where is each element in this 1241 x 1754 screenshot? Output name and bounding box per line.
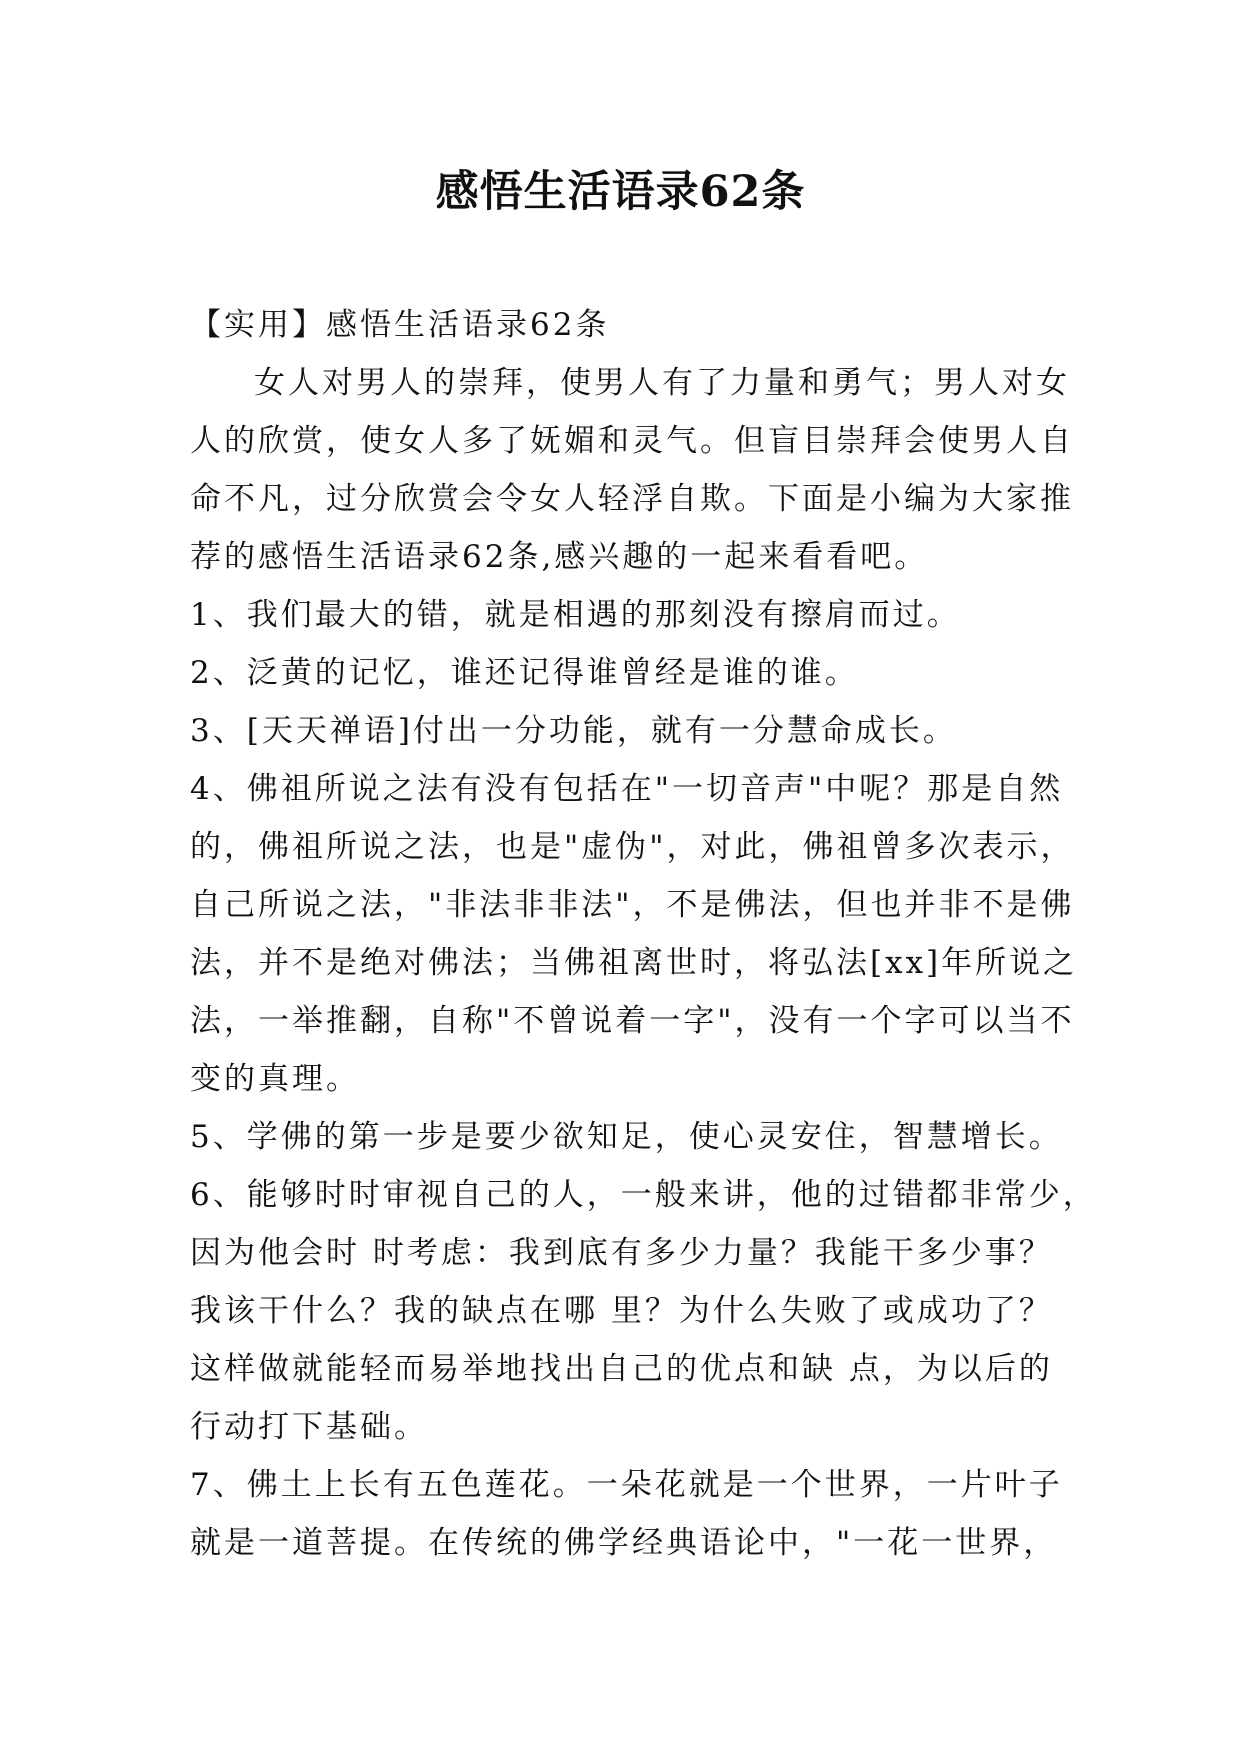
- intro-paragraph-line: 人的欣赏，使女人多了妩媚和灵气。但盲目崇拜会使男人自: [190, 423, 1074, 459]
- quote-item-6: 6、能够时时审视自己的人，一般来讲，他的过错都非常少，: [190, 1177, 1097, 1213]
- document-title: 感悟生活语录62条: [435, 167, 806, 217]
- quote-item-5: 5、学佛的第一步是要少欲知足，使心灵安住，智慧增长。: [190, 1119, 1063, 1155]
- document-body: [190, 296, 1097, 1572]
- quote-item-4-continued: 变的真理。: [190, 1061, 360, 1097]
- subtitle-line: 【实用】感悟生活语录62条: [190, 307, 610, 343]
- quote-item-4-continued: 自己所说之法，"非法非非法"，不是佛法，但也并非不是佛: [190, 887, 1075, 923]
- quote-item-4-continued: 法，并不是绝对佛法；当佛祖离世时，将弘法[xx]年所说之: [190, 945, 1078, 981]
- quote-item-6-continued: 行动打下基础。: [190, 1409, 428, 1445]
- quote-item-2: 2、泛黄的记忆，谁还记得谁曾经是谁的谁。: [190, 655, 859, 691]
- intro-paragraph-line: 荐的感悟生活语录62条,感兴趣的一起来看看吧。: [190, 539, 929, 575]
- quote-item-6-continued: 我该干什么？我的缺点在哪 里？为什么失败了或成功了？: [190, 1293, 1053, 1329]
- quote-item-6-continued: 因为他会时 时考虑：我到底有多少力量？我能干多少事？: [190, 1235, 1053, 1271]
- quote-item-1: 1、我们最大的错，就是相遇的那刻没有擦肩而过。: [190, 597, 961, 633]
- quote-item-6-continued: 这样做就能轻而易举地找出自己的优点和缺 点，为以后的: [190, 1351, 1053, 1387]
- quote-item-7: 7、佛土上长有五色莲花。一朵花就是一个世界，一片叶子: [190, 1467, 1063, 1503]
- quote-item-4-continued: 的，佛祖所说之法，也是"虚伪"，对此，佛祖曾多次表示，: [190, 829, 1075, 865]
- quote-item-4: 4、佛祖所说之法有没有包括在"一切音声"中呢？那是自然: [190, 771, 1064, 807]
- quote-item-4-continued: 法，一举推翻，自称"不曾说着一字"，没有一个字可以当不: [190, 1003, 1075, 1039]
- intro-paragraph-line: 女人对男人的崇拜，使男人有了力量和勇气；男人对女: [254, 365, 1070, 401]
- quote-item-3: 3、[天天禅语]付出一分功能，就有一分慧命成长。: [190, 713, 957, 749]
- quote-item-7-continued: 就是一道菩提。在传统的佛学经典语论中，"一花一世界，: [190, 1525, 1058, 1561]
- intro-paragraph-line: 命不凡，过分欣赏会令女人轻浮自欺。下面是小编为大家推: [190, 481, 1074, 517]
